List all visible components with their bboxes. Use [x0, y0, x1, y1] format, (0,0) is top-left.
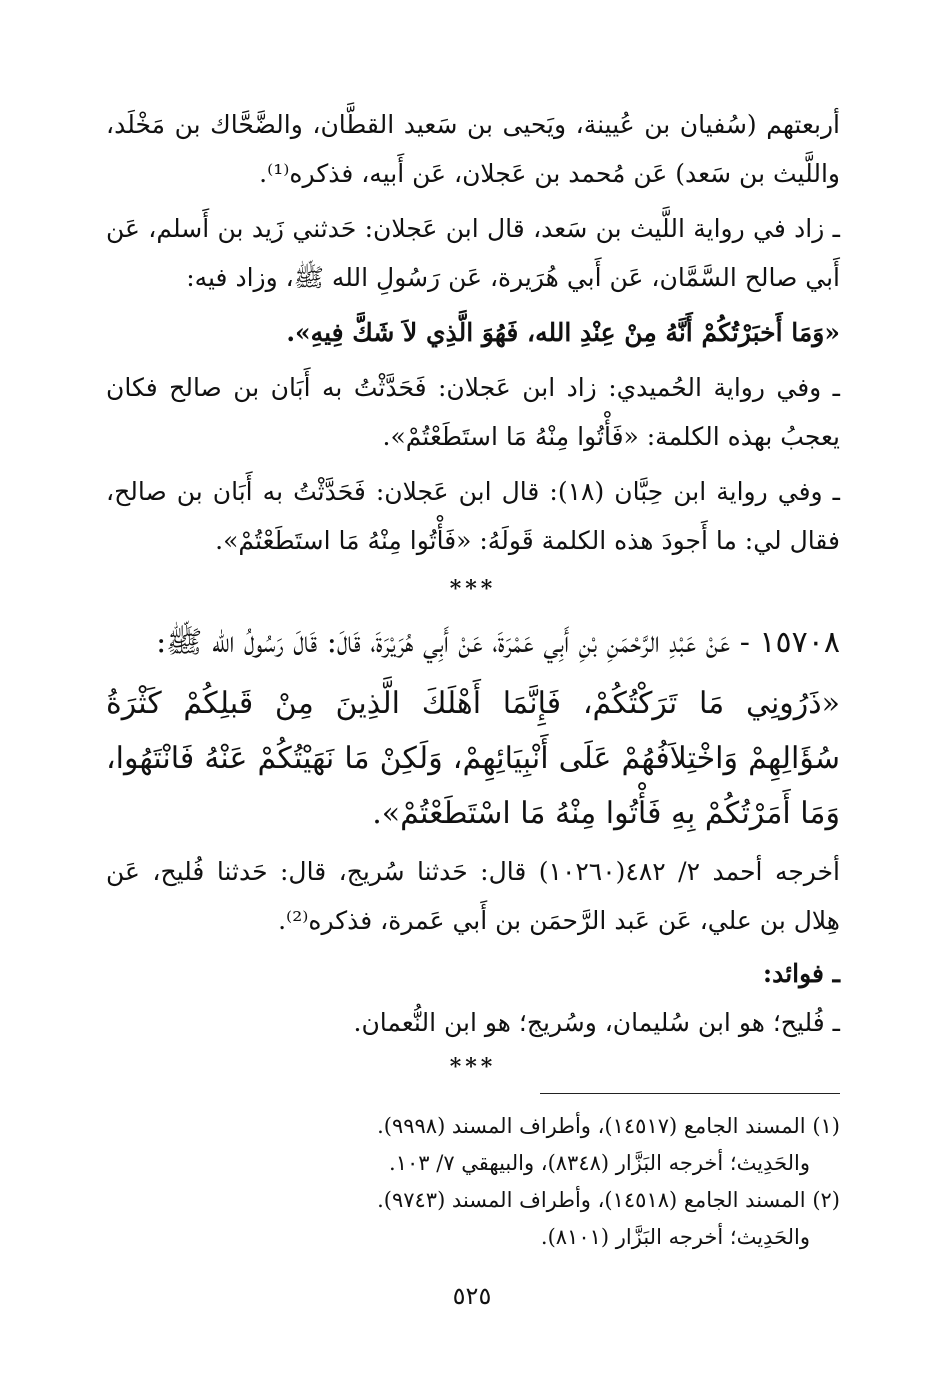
narration-paragraph: ـ وفي رواية ابن حِبَّان (١٨): قال ابن عَجلان: فَحَدَّثْتُ به أَبَان بن صالح، فقال لي: ما أَجودَ هذه الكلمة قَولَهُ: «فَأْتُوا مِنْهُ مَا استَطَعْتُمْ».: [106, 477, 840, 555]
footnotes: [106, 1108, 840, 1256]
hadith-text: «ذَرُونِي مَا تَرَكْتُكُمْ، فَإِنَّمَا أَهْلَكَ الَّذِينَ مِنْ قَبلِكُمْ كَثْرَةُ سُؤَالِهِمْ وَاخْتِلاَفُهُمْ عَلَى أَنْبِيَائِهِمْ، وَلَكِنْ مَا نَهَيْتُكُمْ عَنْهُ فَانْتَهُوا، وَمَا أَمَرْتُكُمْ بِهِ فَأْتُوا مِنْهُ مَا اسْتَطَعْتُمْ».: [106, 686, 840, 831]
narration-paragraph: أربعتهم (سُفيان بن عُيينة، ويَحيى بن سَعيد القطَّان، والضَّحَّاك بن مَخْلَد، واللَّيث بن سَعد) عَن مُحمد بن عَجلان، عَن أَبيه، فذكره⁽¹⁾.: [106, 110, 840, 188]
footnote-divider: [540, 1093, 840, 1094]
footnote-line: (١) المسند الجامع (١٤٥١٧)، وأطراف المسند (٩٩٩٨).: [377, 1114, 840, 1138]
footnote-line: والحَدِيث؛ أخرجه البَزَّار (٨١٠١).: [540, 1225, 810, 1249]
narration-paragraph: ـ زاد في رواية اللَّيث بن سَعد، قال ابن عَجلان: حَدثني زَيد بن أَسلم، عَن أَبي صالح السَّمَّان، عَن أَبي هُرَيرة، عَن رَسُولِ الله ﷺ، وزاد فيه:: [106, 214, 840, 292]
page-number: ٥٢٥: [452, 1282, 492, 1310]
takhrij-paragraph: أخرجه أحمد ٢/ ٤٨٢(١٠٢٦٠) قال: حَدثنا سُريج، قال: حَدثنا فُليح، عَن هِلال بن علي، عَن عَبد الرَّحمَن بن أَبي عَمرة، فذكره⁽²⁾.: [106, 857, 840, 935]
narration-paragraph: ـ وفي رواية الحُميدي: زاد ابن عَجلان: فَحَدَّثْتُ به أَبَان بن صالح فكان يعجبُ بهذه الكلمة: «فَأْتُوا مِنْهُ مَا استَطَعْتُمْ».: [106, 373, 840, 451]
fawaid-heading: ـ فوائد:: [762, 959, 840, 988]
quoted-addition: «وَمَا أَخبَرْتُكُمْ أَنَّهُ مِنْ عِنْدِ الله، فَهُوَ الَّذِي لاَ شَكَّ فِيهِ».: [286, 318, 840, 347]
footnote-line: (٢) المسند الجامع (١٤٥١٨)، وأطراف المسند (٩٧٤٣).: [377, 1188, 840, 1212]
section-separator: ***: [449, 576, 497, 602]
footnote-line: والحَدِيث؛ أخرجه البَزَّار (٨٣٤٨)، والبيهقي ٧/ ١٠٣.: [389, 1151, 810, 1175]
fawaid-item: ـ فُليح؛ هو ابن سُليمان، وسُريج؛ هو ابن النُّعمان.: [353, 1008, 840, 1037]
section-separator: ***: [449, 1054, 497, 1080]
hadith-heading: ١٥٧٠٨ - عَنْ عَبْدِ الرَّحْمَنِ بْنِ أَبِي عَمْرَةَ، عَنْ أَبِي هُرَيْرَةَ، قَالَ: قَالَ رَسُولُ الله ﷺ:: [156, 625, 840, 660]
